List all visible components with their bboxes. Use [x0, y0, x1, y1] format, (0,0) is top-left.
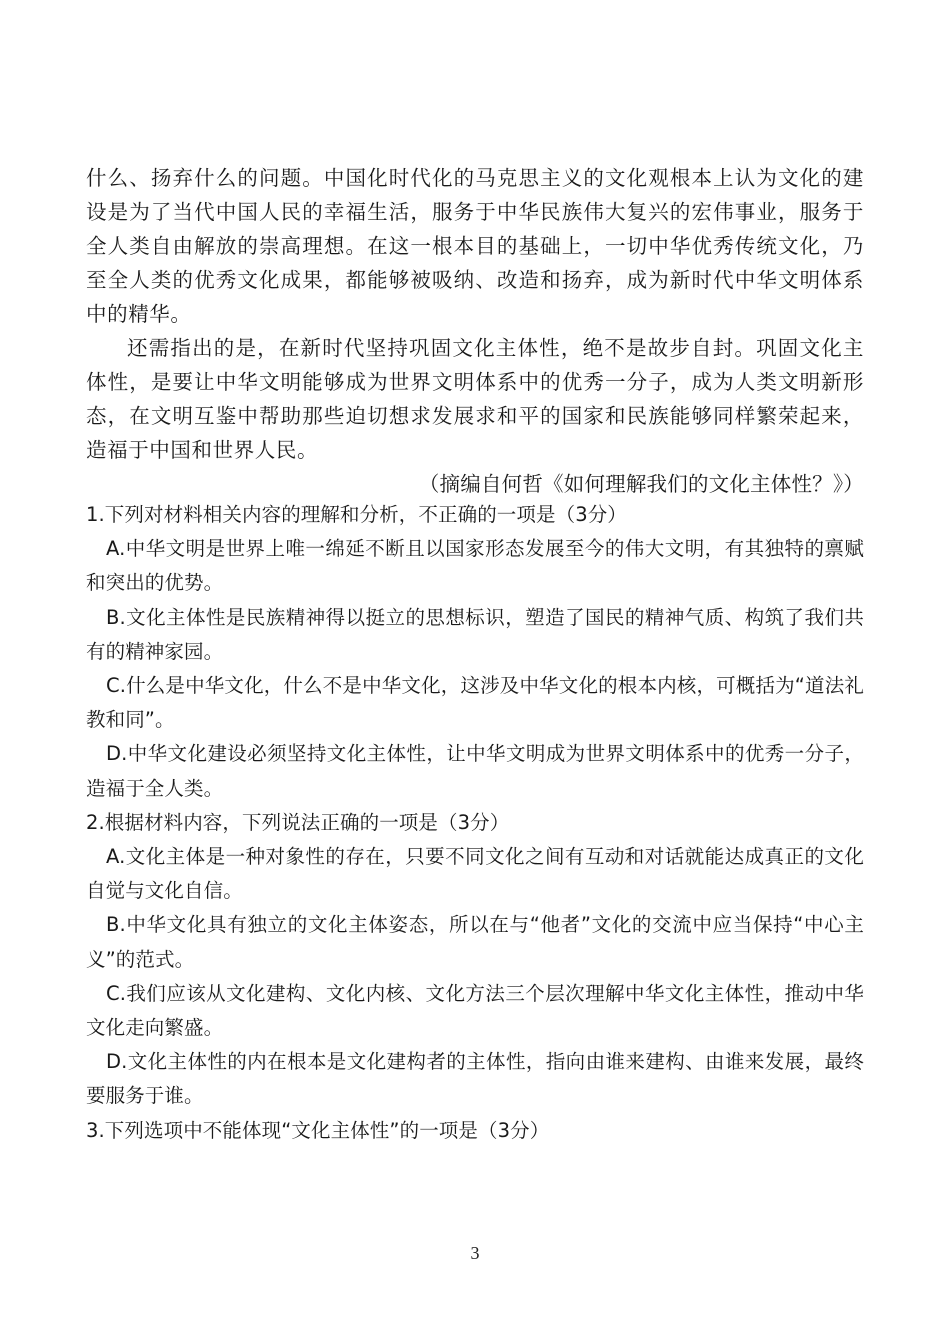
option-a: A.中华文明是世界上唯一绵延不断且以国家形态发展至今的伟大文明，有其独特的禀赋和突出的优势。: [86, 537, 864, 595]
question-stem: 1.下列对材料相关内容的理解和分析，不正确的一项是（3分）: [86, 503, 627, 526]
page-number: 3: [470, 1243, 480, 1263]
passage-paragraph: 还需指出的是，在新时代坚持巩固文化主体性，绝不是故步自封。巩固文化主体性，是要让中华文明能够成为世界文明体系中的优秀一分子，成为人类文明新形态，在文明互鉴中帮助那些迫切想求发展求和平的国家和民族能够同样繁荣起来，造福于中国和世界人民。: [86, 336, 864, 462]
option-d: D.文化主体性的内在根本是文化建构者的主体性，指向由谁来建构、由谁来发展，最终要服务于谁。: [86, 1050, 864, 1108]
question-2: [86, 806, 864, 1114]
reading-passage: [86, 161, 864, 501]
option-a: A.文化主体是一种对象性的存在，只要不同文化之间有互动和对话就能达成真正的文化自觉与文化自信。: [86, 845, 864, 903]
option-b: B.文化主体性是民族精神得以挺立的思想标识，塑造了国民的精神气质、构筑了我们共有的精神家园。: [86, 605, 864, 663]
option-b: B.中华文化具有独立的文化主体姿态，所以在与“他者”文化的交流中应当保持“中心主义”的范式。: [86, 913, 864, 971]
passage-source-citation: （摘编自何哲《如何理解我们的文化主体性？》）: [418, 472, 864, 496]
passage-paragraph-continued: 什么、扬弃什么的问题。中国化时代化的马克思主义的文化观根本上认为文化的建设是为了当代中国人民的幸福生活，服务于中华民族伟大复兴的宏伟事业，服务于全人类自由解放的崇高理想。在这一根本目的基础上，一切中华优秀传统文化，乃至全人类的优秀文化成果，都能够被吸纳、改造和扬弃，成为新时代中华文明体系中的精华。: [86, 166, 864, 326]
question-stem: 3.下列选项中不能体现“文化主体性”的一项是（3分）: [86, 1118, 550, 1142]
question-list: [86, 498, 864, 1148]
question-1: [86, 498, 864, 806]
option-d: D.中华文化建设必须坚持文化主体性，让中华文明成为世界文明体系中的优秀一分子，造福于全人类。: [86, 742, 864, 800]
question-3: [86, 1114, 864, 1148]
option-c: C.我们应该从文化建构、文化内核、文化方法三个层次理解中华文化主体性，推动中华文化走向繁盛。: [86, 981, 864, 1040]
option-c: C.什么是中华文化，什么不是中华文化，这涉及中华文化的根本内核，可概括为“道法礼教和同”。: [86, 674, 864, 732]
question-stem: 2.根据材料内容，下列说法正确的一项是（3分）: [86, 810, 510, 834]
